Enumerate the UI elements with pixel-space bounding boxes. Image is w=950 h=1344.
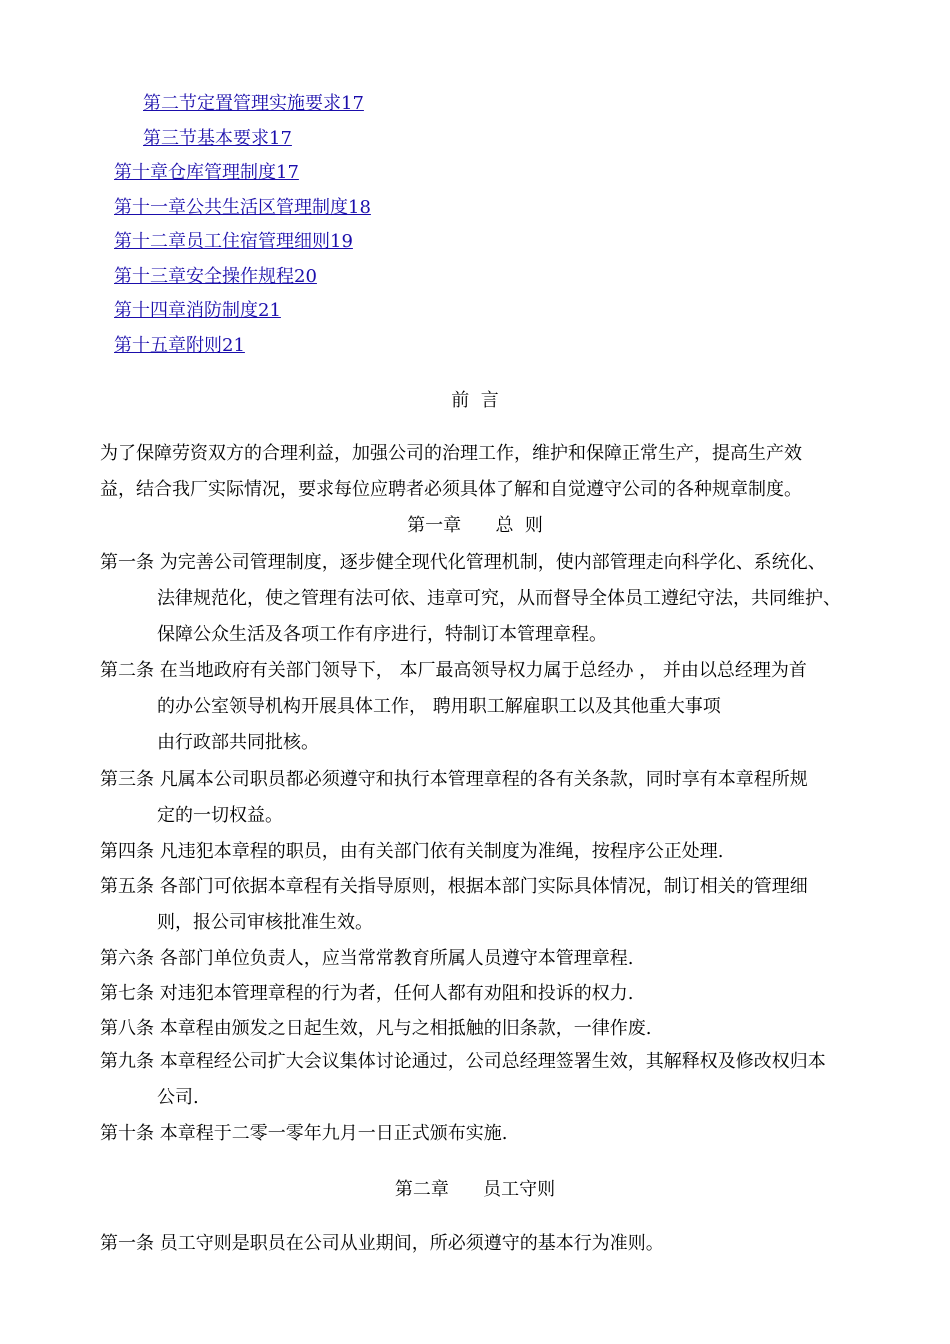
text-line: 公司. <box>157 1087 199 1108</box>
article <box>100 834 880 870</box>
text-line: 第一条 员工守则是职员在公司从业期间，所必须遵守的基本行为准则。 <box>100 1233 664 1254</box>
article <box>100 941 880 977</box>
toc-link[interactable]: 第三节基本要求17 <box>143 128 292 149</box>
toc-link[interactable]: 第十二章员工住宿管理细则19 <box>114 231 353 252</box>
text-line: 为了保障劳资双方的合理利益，加强公司的治理工作，维护和保障正常生产，提高生产效 <box>100 443 802 464</box>
text-line: 第一条 为完善公司管理制度，逐步健全现代化管理机制，使内部管理走向科学化、系统化、 <box>100 552 826 573</box>
chapter-title: 第二章 员工守则 <box>394 1179 556 1200</box>
text-line: 第七条 对违犯本管理章程的行为者，任何人都有劝阻和投诉的权力. <box>100 983 634 1004</box>
text-line: 法律规范化，使之管理有法可依、违章可究，从而督导全体员工遵纪守法，共同维护、 <box>157 588 841 609</box>
text-line: 第三条 凡属本公司职员都必须遵守和执行本管理章程的各有关条款，同时享有本章程所规 <box>100 769 808 790</box>
article <box>100 1044 880 1116</box>
text-line: 第六条 各部门单位负责人，应当常常教育所属人员遵守本管理章程. <box>100 948 634 969</box>
toc-link[interactable]: 第十一章公共生活区管理制度18 <box>114 197 371 218</box>
text-line: 第二条 在当地政府有关部门领导下， 本厂最高领导权力属于总经办 ， 并由以总经理为首 <box>100 660 807 681</box>
article <box>100 653 880 761</box>
text-line: 第八条 本章程由颁发之日起生效，凡与之相抵触的旧条款，一律作废. <box>100 1018 652 1039</box>
text-line: 定的一切权益。 <box>157 805 283 826</box>
text-line: 益，结合我厂实际情况，要求每位应聘者必须具体了解和自觉遵守公司的各种规章制度。 <box>100 479 802 500</box>
toc-link[interactable]: 第二节定置管理实施要求17 <box>143 93 364 114</box>
article <box>100 545 880 653</box>
toc-link[interactable]: 第十四章消防制度21 <box>114 300 281 321</box>
text-line: 则，报公司审核批准生效。 <box>157 912 373 933</box>
preface-paragraph <box>100 436 870 508</box>
toc-link[interactable]: 第十三章安全操作规程20 <box>114 266 317 287</box>
article <box>100 762 880 834</box>
article <box>100 976 880 1012</box>
text-line: 由行政部共同批核。 <box>157 732 319 753</box>
article <box>100 1116 880 1152</box>
article <box>100 1011 880 1047</box>
preface-title: 前 言 <box>451 390 499 411</box>
text-line: 第四条 凡违犯本章程的职员，由有关部门依有关制度为准绳，按程序公正处理. <box>100 841 724 862</box>
text-line: 保障公众生活及各项工作有序进行，特制订本管理章程。 <box>157 624 607 645</box>
toc-link[interactable]: 第十章仓库管理制度17 <box>114 162 299 183</box>
article <box>100 869 880 941</box>
chapter-title: 第一章 总 则 <box>407 515 543 536</box>
text-line: 第五条 各部门可依据本章程有关指导原则，根据本部门实际具体情况，制订相关的管理细 <box>100 876 808 897</box>
text-line: 的办公室领导机构开展具体工作， 聘用职工解雇职工以及其他重大事项 <box>157 696 721 717</box>
text-line: 第十条 本章程于二零一零年九月一日正式颁布实施. <box>100 1123 508 1144</box>
toc-link[interactable]: 第十五章附则21 <box>114 335 245 356</box>
article <box>100 1226 880 1262</box>
text-line: 第九条 本章程经公司扩大会议集体讨论通过，公司总经理签署生效，其解释权及修改权归本 <box>100 1051 826 1072</box>
